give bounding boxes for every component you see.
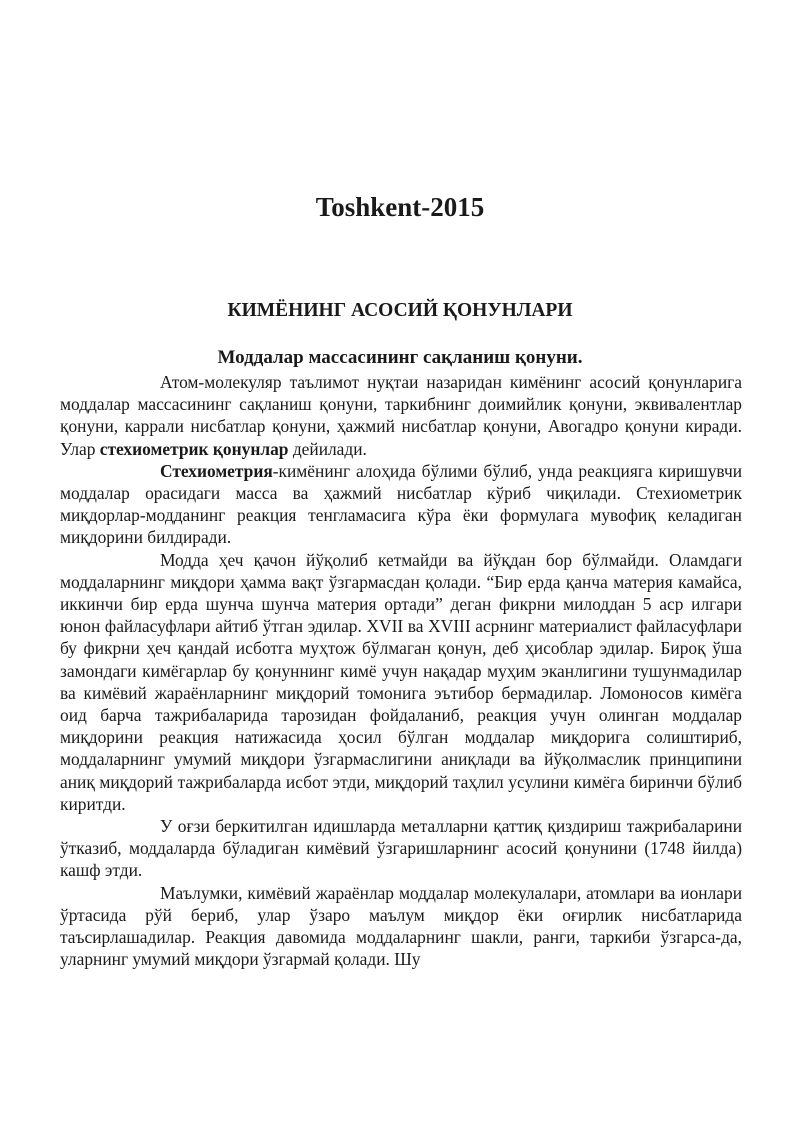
paragraph-2-text: -кимёнинг алоҳида бўлими бўлиб, унда реакцияга киришувчи моддалар орасидаги масса ва ҳажмий нисбатлар кўриб чиқилади. Стехиометрик миқдорлар-модданинг реакция тенгламасига кўра ёки формулага мувофиқ келадиган миқдорини билдиради. xyxy=(60,460,742,548)
paragraph-1 xyxy=(60,371,742,460)
body-text xyxy=(60,371,742,970)
paragraph-2 xyxy=(60,460,742,549)
paragraph-4: У оғзи беркитилган идишларда металларни қаттиқ қиздириш тажрибаларини ўтказиб, моддаларда бўладиган кимёвий ўзгаришларнинг асосий қонунини (1748 йилда) кашф этди. xyxy=(60,816,742,881)
stoichiometry-term: Стехиометрия xyxy=(160,460,273,481)
paragraph-1-text: Атом-молекуляр таълимот нуқтаи назаридан кимёнинг асосий қонунларига моддалар массасининг сақланиш қонуни, таркибнинг доимийлик қонуни, эквивалентлар қонуни, каррали нисбатлар қонуни, ҳажмий нисбатлар қонуни, Авогадро қонуни киради. Улар xyxy=(60,372,742,459)
paragraph-3: Модда ҳеч қачон йўқолиб кетмайди ва йўқдан бор бўлмайди. Оламдаги моддаларнинг миқдори ҳамма вақт ўзгармасдан қолади. “Бир ерда қанча материя камайса, иккинчи бир ерда шунча шунча материя ортади” деган фикрни милоддан 5 аср илгари юнон файласуфлари айтиб ўтган эдилар. XVII ва XVIII асрнинг материалист файласуфлари бу фикрни ҳеч қандай исботга муҳтож бўлмаган қонун, деб ҳисоблар эдилар. Бироқ ўша замондаги кимёгарлар бу қонуннинг кимё учун нақадар муҳим эканлигини тушунмадилар ва кимёвий жараёнларнинг миқдорий томонига эътибор бермадилар. Ломоносов кимёга оид барча тажрибаларида тарозидан фойдаланиб, реакция учун олинган моддалар миқдорини реакция натижасида ҳосил бўлган моддалар миқдорига солиштириб, моддаларнинг умумий миқдори ўзгармаслигини аниқлади ва йўқолмаслик принципини аниқ миқдорий тажрибаларда исбот этди, миқдорий таҳлил усулини кимёга биринчи бўлиб киритди. xyxy=(60,549,742,814)
paragraph-5: Маълумки, кимёвий жараёнлар моддалар молекулалари, атомлари ва ионлари ўртасида рўй бериб, улар ўзаро маълум миқдор ёки оғирлик нисбатларида таъсирлашадилар. Реакция давомида моддаларнинг шакли, ранги, таркиби ўзгарса-да, уларнинг умумий миқдори ўзгармай қолади. Шу xyxy=(60,882,742,970)
paragraph-1-end: дейилади. xyxy=(288,438,367,459)
city-year-heading: Toshkent-2015 xyxy=(315,192,485,222)
section-title: Моддалар массасининг сақланиш қонуни. xyxy=(217,347,583,368)
stoichiometric-laws-term: стехиометрик қонунлар xyxy=(99,438,289,459)
chapter-title: КИМЁНИНГ АСОСИЙ ҚОНУНЛАРИ xyxy=(227,300,573,321)
